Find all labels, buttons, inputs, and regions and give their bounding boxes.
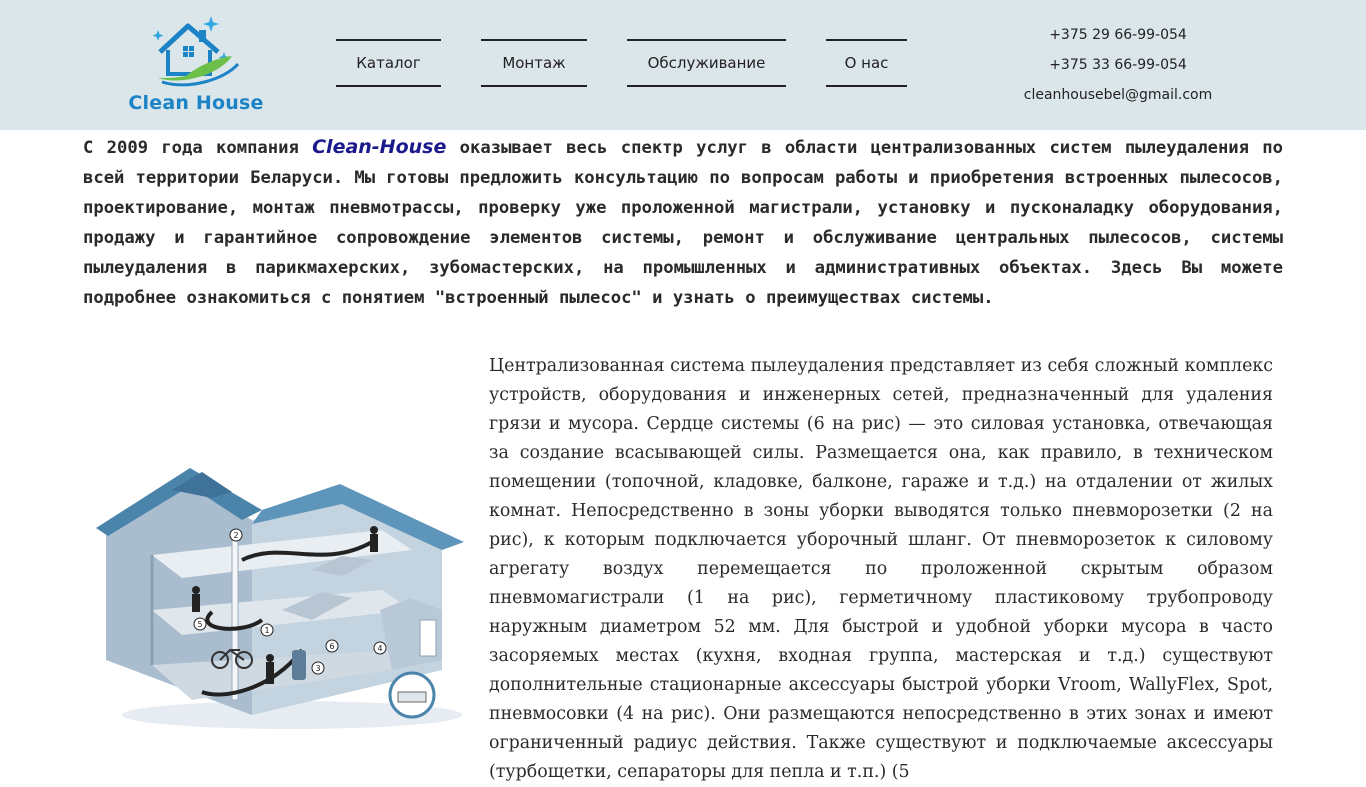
contacts [1000, 24, 1236, 114]
logo-text: Clean House [128, 92, 264, 114]
nav-service[interactable]: Обслуживание [627, 39, 786, 87]
marker-6: 6 [329, 642, 335, 651]
logo[interactable] [128, 12, 264, 118]
phone-1[interactable]: +375 29 66-99-054 [1049, 27, 1187, 43]
marker-3: 3 [315, 664, 321, 673]
system-description: Централизованная система пылеудаления представляет из себя сложный комплекс устройств, оборудования и инженерных сетей, предназначенный для удаления грязи и мусора. Сердце системы (6 на рис) — это силовая установка, отвечающая за создание всасывающей силы. Размещается она, как правило, в техническом помещении (топочной, кладовке, балконе, гараже и т.д.) на отдалении от жилых комнат. Непосредственно в зоны уборки выводятся только пневморозетки (2 на рис), к которым подключается уборочный шланг. От пневморозеток к силовому агрегату воздух перемещается по проложенной скрытым образом пневмомагистрали (1 на рис), герметичному пластиковому трубопроводу наружным диаметром 52 мм. Для быстрой и удобной уборки мусора в часто засоряемых местах (кухня, входная группа, мастерская и т.д.) существуют дополнительные стационарные аксессуары быстрой уборки Vroom, WallyFlex, Spot, пневмосовки (4 на рис). Они размещаются непосредственно в этих зонах и имеют ограниченный радиус действия. Также существуют и подключаемые аксессуары (турбощетки, сепараторы для пепла и т.п.) (5 [489, 356, 1273, 782]
intro-text-start: С 2009 года компания [83, 138, 313, 158]
intro-paragraph [83, 132, 1283, 313]
nav-catalog[interactable]: Каталог [336, 39, 441, 87]
phone-2[interactable]: +375 33 66-99-054 [1049, 57, 1187, 73]
nav-installation[interactable]: Монтаж [481, 39, 587, 87]
email-link[interactable]: cleanhousebel@gmail.com [1023, 87, 1213, 103]
house-logo-icon [128, 12, 264, 92]
site-header [0, 0, 1366, 130]
marker-1: 1 [264, 626, 270, 635]
house-system-illustration [92, 460, 470, 730]
marker-5: 5 [197, 620, 203, 629]
marker-4: 4 [377, 644, 383, 653]
nav-about[interactable]: О нас [826, 39, 907, 87]
intro-text-rest: оказывает весь спектр услуг в области централизованных систем пылеудаления по всей территории Беларуси. Мы готовы предложить консультацию по вопросам работы и приобретения встроенных пылесосов, проектирование, монтаж пневмотрассы, проверку уже проложенной магистрали, установку и пусконаладку оборудования, продажу и гарантийное сопровождение элементов системы, ремонт и обслуживание центральных пылесосов, системы пылеудаления в парикмахерских, зубомастерских, на промышленных и административных объектах. Здесь Вы можете подробнее ознакомиться с понятием "встроенный пылесос" и узнать о преимуществах системы. [83, 138, 1283, 308]
brand-name: Clean-House [312, 136, 447, 158]
marker-2: 2 [233, 531, 239, 540]
